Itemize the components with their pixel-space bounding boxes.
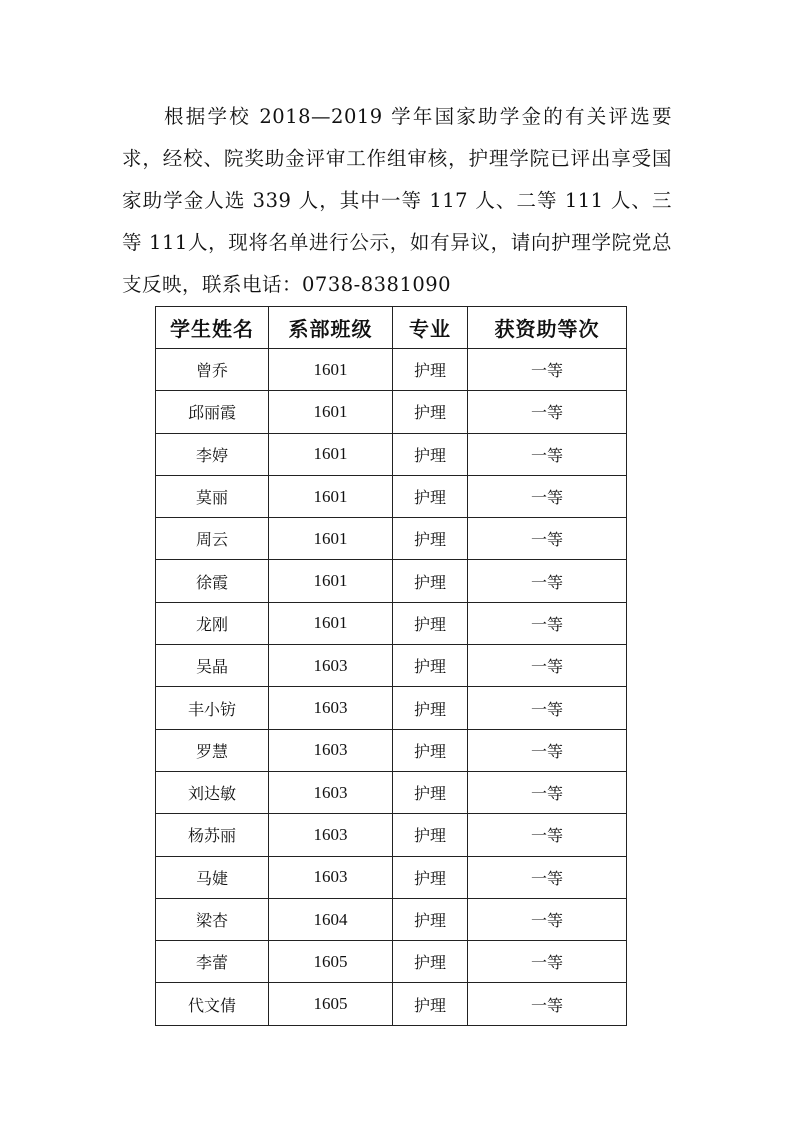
cell-class: 1603 [269,771,393,813]
cell-class: 1603 [269,687,393,729]
cell-major: 护理 [393,602,468,644]
cell-grant-level: 一等 [468,518,627,560]
cell-grant-level: 一等 [468,475,627,517]
table-row [156,433,627,475]
cell-grant-level: 一等 [468,941,627,983]
cell-major: 护理 [393,687,468,729]
header-grant-level: 获资助等次 [468,307,627,349]
cell-class: 1603 [269,856,393,898]
cell-student-name: 杨苏丽 [156,814,269,856]
cell-grant-level: 一等 [468,856,627,898]
cell-major: 护理 [393,518,468,560]
cell-major: 护理 [393,475,468,517]
cell-major: 护理 [393,433,468,475]
table-row [156,856,627,898]
table-row [156,771,627,813]
header-department-class: 系部班级 [269,307,393,349]
cell-major: 护理 [393,729,468,771]
cell-student-name: 龙刚 [156,602,269,644]
cell-student-name: 曾乔 [156,349,269,391]
notice-paragraph [122,96,672,306]
cell-major: 护理 [393,771,468,813]
cell-student-name: 马婕 [156,856,269,898]
table-row [156,687,627,729]
notice-line: 根据学校 2018—2019 学年国家助学金的有关评选要求， [122,105,672,170]
header-major: 专业 [393,307,468,349]
cell-student-name: 丰小钫 [156,687,269,729]
table-row [156,729,627,771]
table-header-row [156,307,627,349]
cell-student-name: 代文倩 [156,983,269,1025]
cell-student-name: 周云 [156,518,269,560]
table-row [156,475,627,517]
table-row [156,983,627,1025]
cell-class: 1601 [269,349,393,391]
cell-class: 1603 [269,814,393,856]
cell-student-name: 李婷 [156,433,269,475]
table-row [156,898,627,940]
cell-class: 1605 [269,941,393,983]
cell-major: 护理 [393,349,468,391]
table-row [156,602,627,644]
cell-grant-level: 一等 [468,814,627,856]
cell-class: 1601 [269,602,393,644]
cell-student-name: 吴晶 [156,645,269,687]
cell-major: 护理 [393,814,468,856]
notice-line: 助学金人选 339 人，其中一等 117 人、二等 111 人、三等 111 [122,189,672,254]
cell-student-name: 梁杏 [156,898,269,940]
cell-major: 护理 [393,941,468,983]
cell-major: 护理 [393,856,468,898]
cell-grant-level: 一等 [468,391,627,433]
grant-recipient-table [155,306,627,1026]
table-row [156,391,627,433]
table-row [156,560,627,602]
cell-class: 1601 [269,518,393,560]
cell-grant-level: 一等 [468,729,627,771]
cell-student-name: 罗慧 [156,729,269,771]
cell-student-name: 邱丽霞 [156,391,269,433]
table-row [156,941,627,983]
cell-class: 1603 [269,729,393,771]
cell-student-name: 刘达敏 [156,771,269,813]
cell-grant-level: 一等 [468,433,627,475]
notice-line: 经校、院奖助金评审工作组审核，护理学院已评出享受国家 [122,147,672,212]
cell-grant-level: 一等 [468,898,627,940]
cell-class: 1605 [269,983,393,1025]
cell-class: 1601 [269,391,393,433]
cell-major: 护理 [393,560,468,602]
cell-student-name: 李蕾 [156,941,269,983]
cell-student-name: 徐霞 [156,560,269,602]
cell-major: 护理 [393,983,468,1025]
cell-major: 护理 [393,645,468,687]
cell-class: 1601 [269,433,393,475]
cell-grant-level: 一等 [468,771,627,813]
table-row [156,645,627,687]
cell-class: 1601 [269,560,393,602]
table-row [156,349,627,391]
table-row [156,814,627,856]
cell-student-name: 莫丽 [156,475,269,517]
cell-major: 护理 [393,391,468,433]
cell-grant-level: 一等 [468,645,627,687]
cell-grant-level: 一等 [468,560,627,602]
cell-class: 1604 [269,898,393,940]
cell-major: 护理 [393,898,468,940]
cell-class: 1603 [269,645,393,687]
header-student-name: 学生姓名 [156,307,269,349]
table-row [156,518,627,560]
notice-line: 人，现将名单进行公示，如有异议，请向护理学院党总支反 [122,231,672,296]
cell-grant-level: 一等 [468,687,627,729]
cell-grant-level: 一等 [468,349,627,391]
cell-grant-level: 一等 [468,602,627,644]
cell-class: 1601 [269,475,393,517]
cell-grant-level: 一等 [468,983,627,1025]
notice-line: 映，联系电话：0738-8381090 [162,273,452,296]
